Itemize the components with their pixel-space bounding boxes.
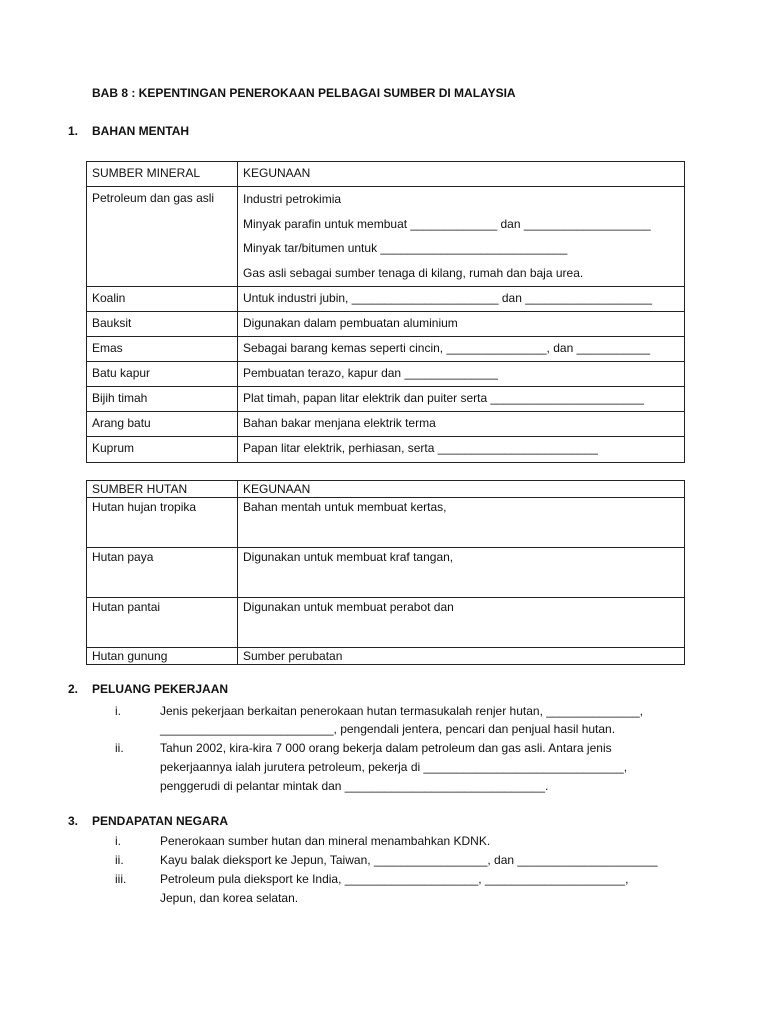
table-row [87, 362, 685, 387]
mineral-use-cell: Sebagai barang kemas seperti cincin, _______________, dan ___________ [238, 337, 685, 362]
list-item-number: ii. [115, 853, 124, 867]
table-header-row [87, 162, 685, 187]
forest-source-cell: Hutan paya [87, 548, 238, 598]
forest-use-cell: Sumber perubatan [238, 648, 685, 665]
forest-source-cell: Hutan gunung [87, 648, 238, 665]
forest-use-cell: Bahan mentah untuk membuat kertas, [238, 498, 685, 548]
mineral-use-cell: Papan litar elektrik, perhiasan, serta ________________________ [238, 437, 685, 463]
forest-source-cell: Hutan hujan tropika [87, 498, 238, 548]
table-row [87, 437, 685, 463]
list-item-number: i. [115, 704, 121, 718]
section-title-peluang-pekerjaan: PELUANG PEKERJAAN [92, 682, 229, 696]
list-item-line: __________________________, pengendali jentera, pencari dan penjual hasil hutan. [160, 722, 616, 736]
mineral-use-cell: Pembuatan terazo, kapur dan ______________ [238, 362, 685, 387]
table-row [87, 287, 685, 312]
mineral-source-cell: Bauksit [87, 312, 238, 337]
mineral-source-cell: Bijih timah [87, 387, 238, 412]
list-item-number: iii. [115, 872, 127, 886]
mineral-use-line: Industri petrokimia [243, 192, 342, 206]
mineral-use-cell: Digunakan dalam pembuatan aluminium [238, 312, 685, 337]
table-row [87, 548, 685, 598]
page-title: BAB 8 : KEPENTINGAN PENEROKAAN PELBAGAI SUMBER DI MALAYSIA [92, 86, 516, 100]
mineral-use-line: Minyak tar/bitumen untuk ____________________________ [243, 241, 568, 255]
list-item-number: i. [115, 834, 121, 848]
list-item-line: pekerjaannya ialah jurutera petroleum, pekerja di ______________________________, [160, 760, 628, 774]
mineral-use-cell: Plat timah, papan litar elektrik dan puiter serta _______________________ [238, 387, 685, 412]
table-header-cell: SUMBER HUTAN [87, 481, 238, 498]
table-row [87, 312, 685, 337]
table-row [87, 412, 685, 437]
forest-use-cell: Digunakan untuk membuat kraf tangan, [238, 548, 685, 598]
table-row [87, 387, 685, 412]
table-row [87, 187, 685, 287]
section-number: 2. [68, 682, 79, 696]
mineral-use-cell [238, 187, 685, 287]
list-item-line: Petroleum pula dieksport ke India, ____________________, _____________________, [160, 872, 629, 886]
mineral-source-cell: Kuprum [87, 437, 238, 463]
list-item-line: Jepun, dan korea selatan. [160, 891, 299, 905]
list-item-number: ii. [115, 741, 124, 755]
mineral-source-cell: Emas [87, 337, 238, 362]
table-header-row [87, 481, 685, 498]
mineral-use-cell: Untuk industri jubin, ______________________ dan ___________________ [238, 287, 685, 312]
forest-source-cell: Hutan pantai [87, 598, 238, 648]
forest-use-cell: Digunakan untuk membuat perabot dan [238, 598, 685, 648]
table-header-cell: SUMBER MINERAL [87, 162, 238, 187]
mineral-source-cell: Koalin [87, 287, 238, 312]
mineral-source-cell: Arang batu [87, 412, 238, 437]
list-item-line: Tahun 2002, kira-kira 7 000 orang bekerja dalam petroleum dan gas asli. Antara jenis [160, 741, 612, 755]
table-row [87, 648, 685, 665]
section-title-bahan-mentah: BAHAN MENTAH [92, 124, 190, 138]
mineral-use-line: Minyak parafin untuk membuat _____________ dan ___________________ [243, 216, 651, 231]
list-item-line: penggerudi di pelantar mintak dan ______________________________. [160, 779, 549, 793]
table-row [87, 598, 685, 648]
mineral-source-cell: Petroleum dan gas asli [87, 187, 238, 287]
section-number: 1. [68, 124, 79, 138]
list-item-line: Kayu balak dieksport ke Jepun, Taiwan, _________________, dan _____________________ [160, 853, 658, 867]
forest-table [86, 480, 685, 665]
table-header-cell: KEGUNAAN [238, 162, 685, 187]
list-item-line: Penerokaan sumber hutan dan mineral menambahkan KDNK. [160, 834, 491, 848]
table-row [87, 498, 685, 548]
mineral-table [86, 161, 685, 463]
section-title-pendapatan-negara: PENDAPATAN NEGARA [92, 814, 229, 828]
mineral-use-cell: Bahan bakar menjana elektrik terma [238, 412, 685, 437]
mineral-use-line: Gas asli sebagai sumber tenaga di kilang, rumah dan baja urea. [243, 265, 584, 280]
mineral-source-cell: Batu kapur [87, 362, 238, 387]
section-number: 3. [68, 814, 79, 828]
table-header-cell: KEGUNAAN [238, 481, 685, 498]
list-item-line: Jenis pekerjaan berkaitan penerokaan hutan termasukalah renjer hutan, ______________, [160, 704, 644, 718]
table-row [87, 337, 685, 362]
